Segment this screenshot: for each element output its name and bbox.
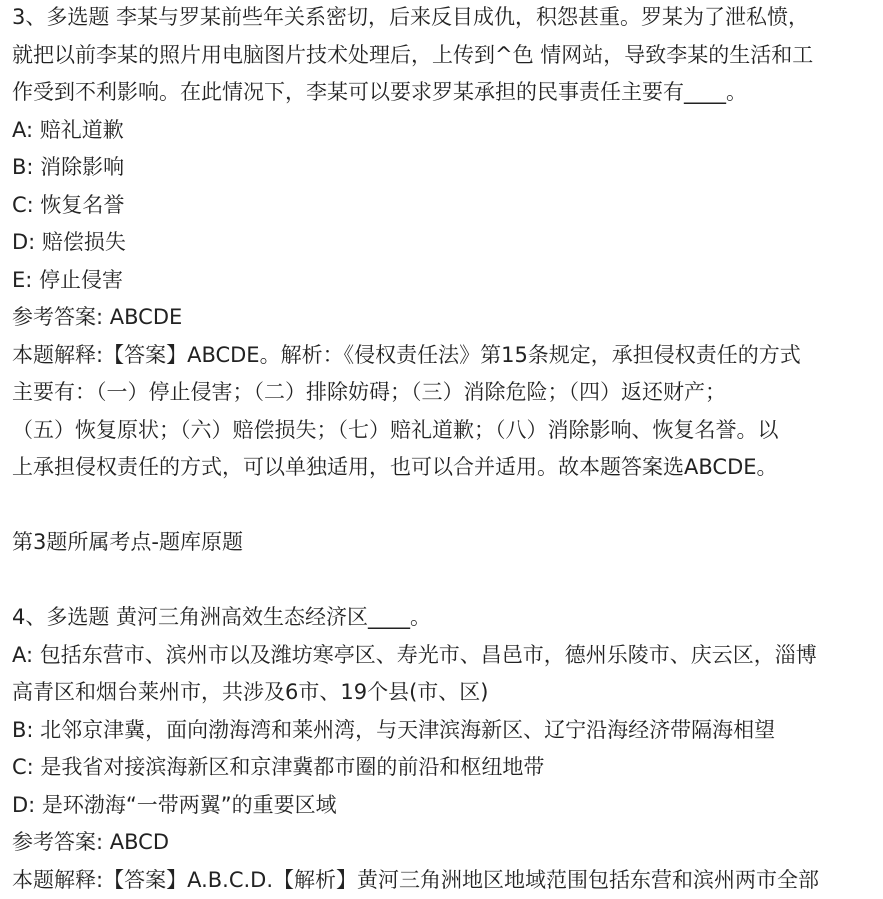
question-4-answer: 参考答案: ABCD — [12, 824, 874, 862]
question-3-option-d: D: 赔偿损失 — [12, 224, 874, 262]
question-3-explanation-line-3: （五）恢复原状；（六）赔偿损失；（七）赔礼道歉；（八）消除影响、恢复名誉。以 — [12, 412, 874, 450]
question-4-option-a-line-2: 高青区和烟台莱州市，共涉及6市、19个县(市、区) — [12, 674, 874, 712]
blank-line — [12, 487, 874, 525]
question-3-explanation-line-1: 本题解释:【答案】ABCDE。解析：《侵权责任法》第15条规定，承担侵权责任的方式 — [12, 337, 874, 375]
question-4-explanation-partial: 本题解释:【答案】A.B.C.D.【解析】黄河三角洲地区地域范围包括东营和滨州两市全部 — [12, 862, 874, 899]
question-3-option-e: E: 停止侵害 — [12, 262, 874, 300]
question-3-explanation-line-4: 上承担侵权责任的方式，可以单独适用，也可以合并适用。故本题答案选ABCDE。 — [12, 449, 874, 487]
question-3-text-line-2: 就把以前李某的照片用电脑图片技术处理后，上传到^色 情网站，导致李某的生活和工 — [12, 37, 874, 75]
question-3-option-a: A: 赔礼道歉 — [12, 112, 874, 150]
question-4-option-b: B: 北邻京津冀，面向渤海湾和莱州湾，与天津滨海新区、辽宁沿海经济带隔海相望 — [12, 712, 874, 750]
question-3-text-line-1: 3、多选题 李某与罗某前些年关系密切，后来反目成仇，积怨甚重。罗某为了泄私愤， — [12, 0, 874, 37]
question-4-option-c: C: 是我省对接滨海新区和京津冀都市圈的前沿和枢纽地带 — [12, 749, 874, 787]
question-4 — [12, 599, 874, 899]
question-3 — [12, 0, 874, 599]
document-page — [12, 0, 874, 899]
question-3-text-line-3: 作受到不利影响。在此情况下，李某可以要求罗某承担的民事责任主要有____。 — [12, 74, 874, 112]
blank-line — [12, 562, 874, 600]
question-4-text: 4、多选题 黄河三角洲高效生态经济区____。 — [12, 599, 874, 637]
question-3-topic: 第3题所属考点-题库原题 — [12, 524, 874, 562]
question-4-option-d: D: 是环渤海“一带两翼”的重要区域 — [12, 787, 874, 825]
question-3-option-b: B: 消除影响 — [12, 149, 874, 187]
question-3-answer: 参考答案: ABCDE — [12, 299, 874, 337]
question-4-option-a-line-1: A: 包括东营市、滨州市以及潍坊寒亭区、寿光市、昌邑市，德州乐陵市、庆云区，淄博 — [12, 637, 874, 675]
question-3-explanation-line-2: 主要有：（一）停止侵害；（二）排除妨碍；（三）消除危险；（四）返还财产； — [12, 374, 874, 412]
question-3-option-c: C: 恢复名誉 — [12, 187, 874, 225]
